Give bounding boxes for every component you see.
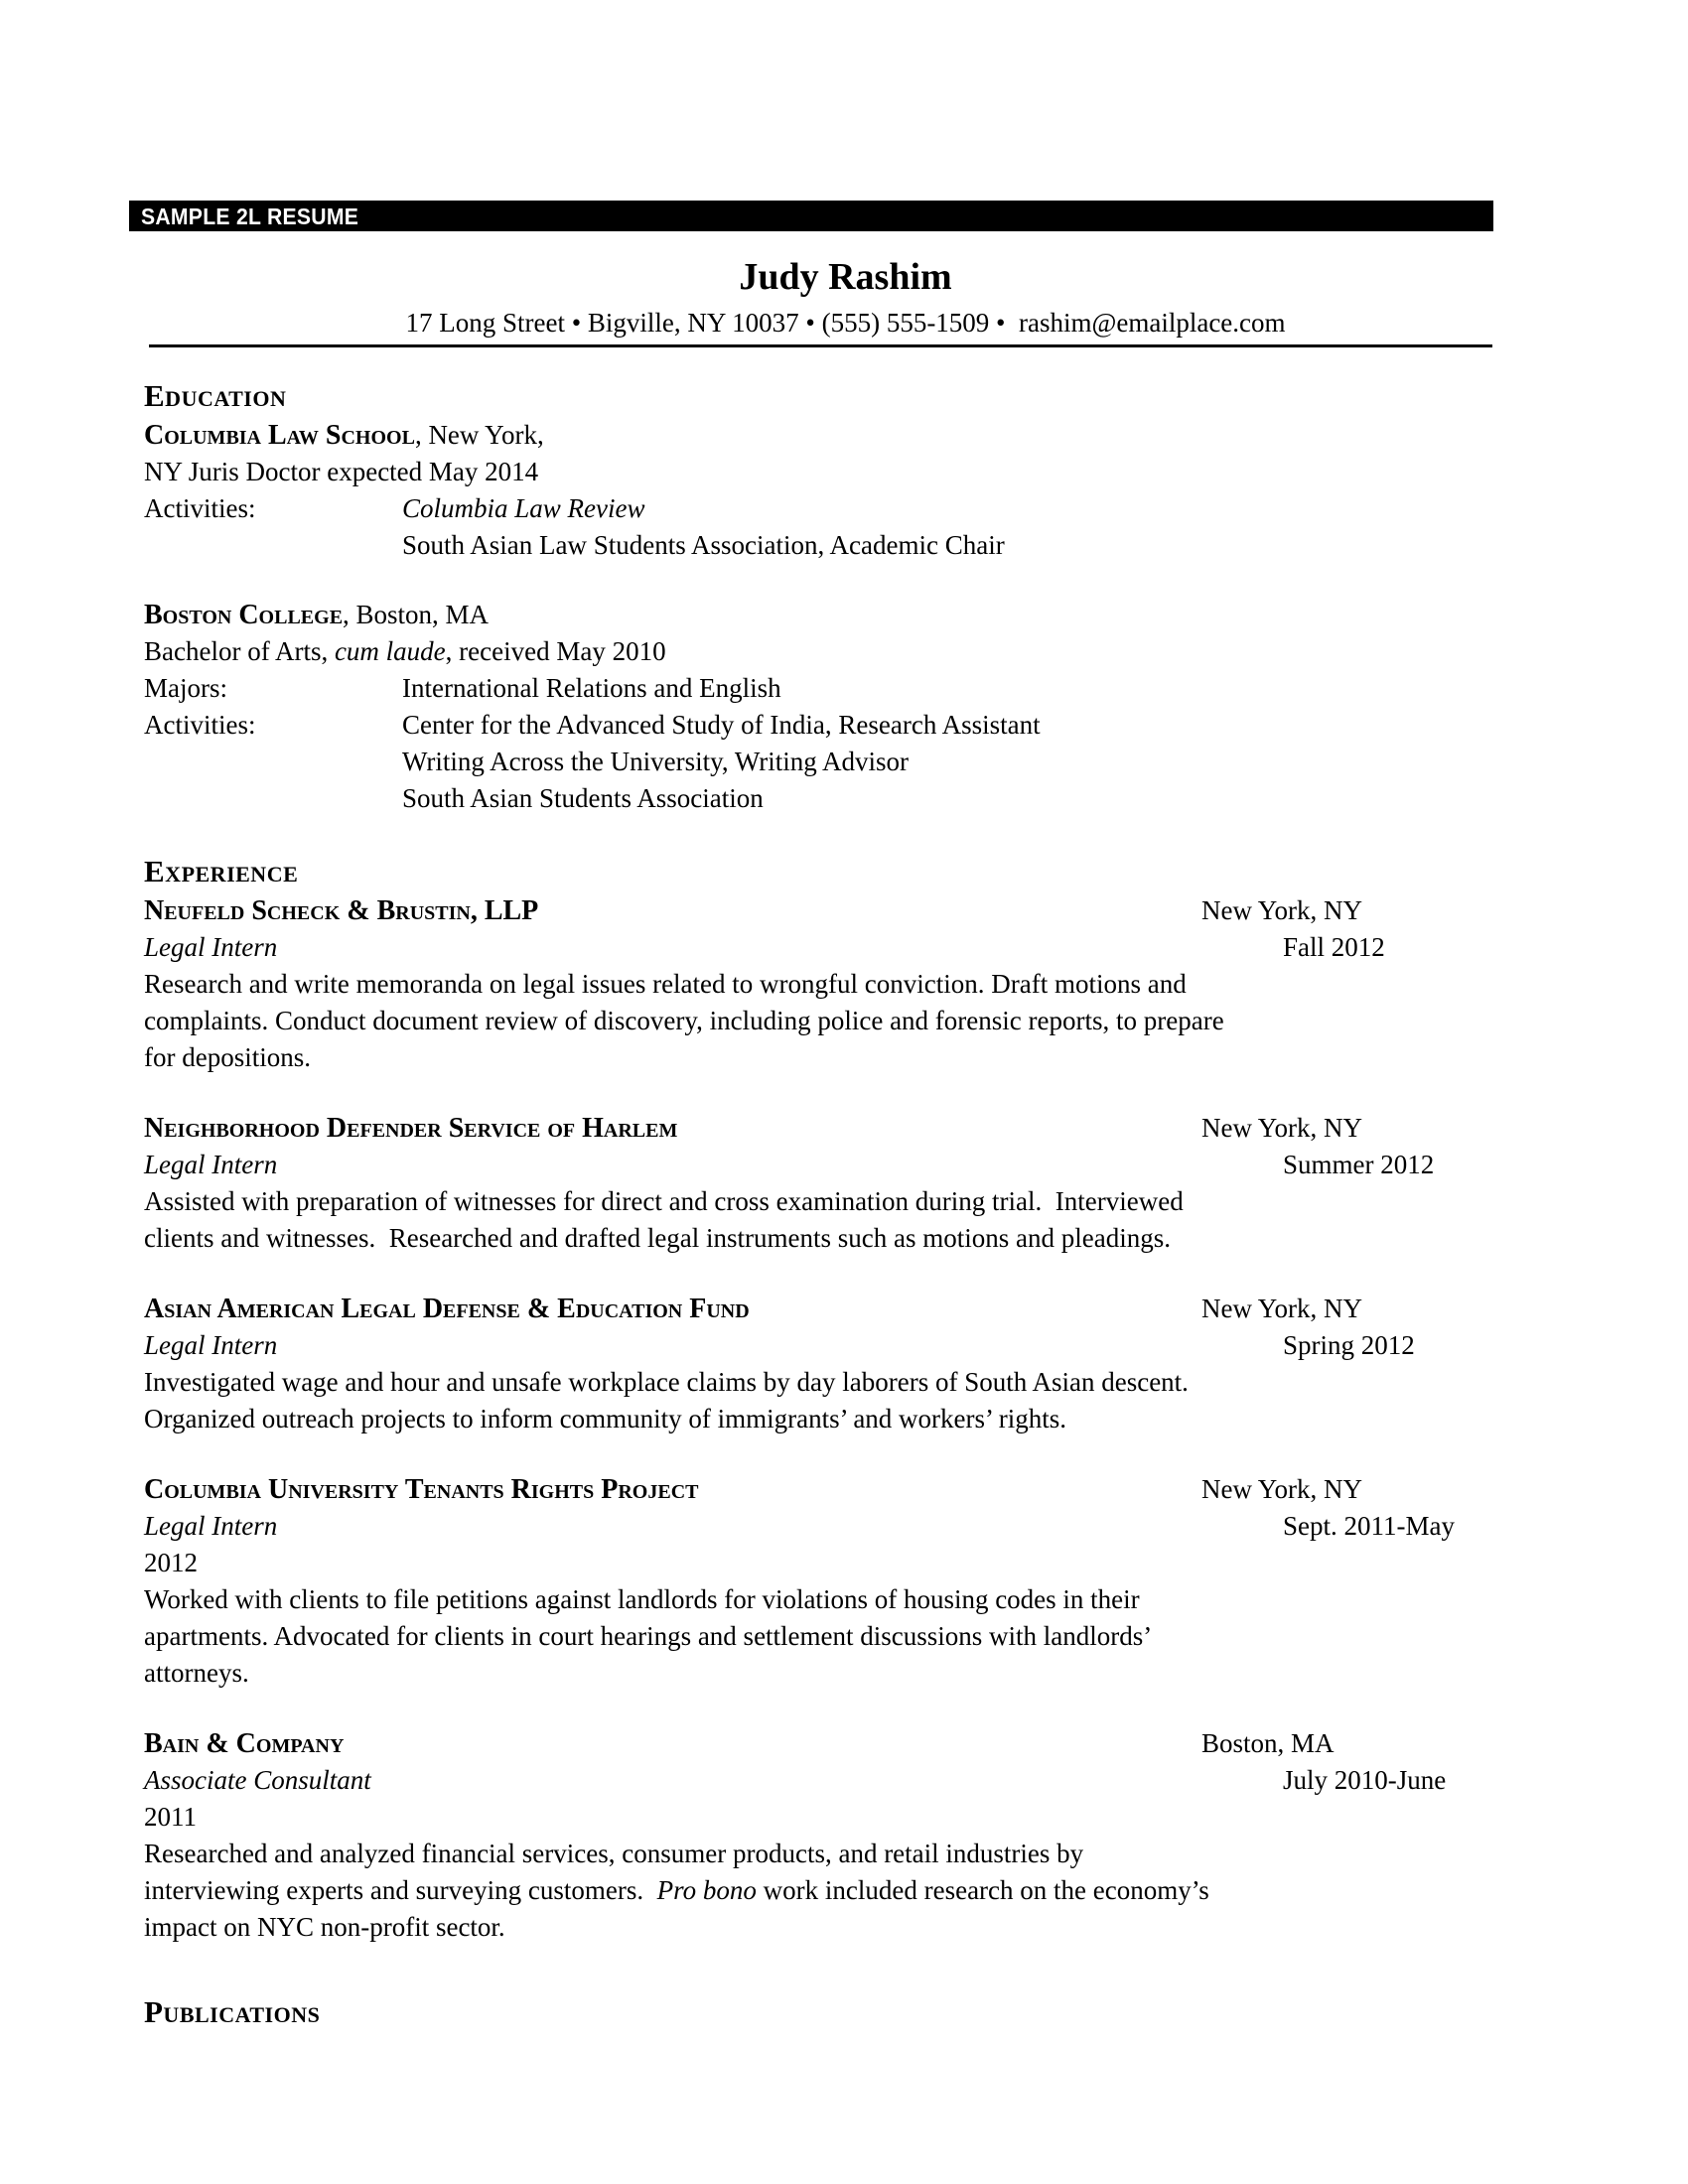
job-title: Associate Consultant [144, 1765, 371, 1795]
detail-value: Writing Across the University, Writing Advisor [402, 747, 910, 776]
experience-entry [144, 1471, 1499, 1692]
title-row [144, 1147, 1499, 1183]
education-detail-row [144, 527, 1499, 564]
company-location: New York, NY [1201, 1113, 1363, 1143]
job-description-text: Pro bono [656, 1875, 757, 1905]
school-line [144, 597, 1499, 633]
degree-text: NY Juris Doctor expected May 2014 [144, 457, 539, 486]
job-description-line [144, 1220, 1499, 1257]
job-description-text: Investigated wage and hour and unsafe workplace claims by day laborers of South Asian descent. [144, 1367, 1189, 1397]
degree-text: , received May 2010 [445, 636, 666, 666]
title-row [144, 929, 1499, 966]
job-description-line [144, 1183, 1499, 1220]
school-location: , Boston, MA [343, 600, 490, 629]
detail-value: International Relations and English [402, 673, 781, 703]
banner-label: SAMPLE 2L RESUME [140, 204, 359, 229]
job-description-line [144, 1581, 1499, 1618]
title-row [144, 1327, 1499, 1364]
section-heading-experience: Experience [144, 854, 299, 888]
job-description-line [144, 1039, 1499, 1076]
detail-label [144, 780, 402, 817]
detail-label: Majors: [144, 673, 227, 703]
job-description-line [144, 966, 1499, 1003]
education-detail-row [144, 490, 1499, 527]
job-date: Sept. 2011-May [1283, 1511, 1455, 1541]
title-row [144, 1508, 1499, 1545]
resume-content [144, 0, 1499, 2033]
job-description-line [144, 1003, 1499, 1039]
resume-header [168, 254, 1523, 340]
job-description-text: Assisted with preparation of witnesses for direct and cross examination during trial. Interviewed [144, 1186, 1184, 1216]
job-description-line [144, 1401, 1499, 1437]
header-divider [149, 344, 1492, 347]
detail-label [144, 527, 402, 564]
detail-value: Columbia Law Review [402, 493, 645, 523]
education-detail-row [144, 744, 1499, 780]
company-name: Asian American Legal Defense & Education Fund [144, 1294, 750, 1324]
education-detail-row [144, 670, 1499, 707]
school-location: , New York, [414, 420, 544, 450]
detail-value: Center for the Advanced Study of India, Research Assistant [402, 710, 1041, 740]
job-description-line [144, 1364, 1499, 1401]
job-description-text: Research and write memoranda on legal issues related to wrongful conviction. Draft motions and [144, 969, 1187, 999]
experience-entry [144, 1291, 1499, 1437]
company-name: Neighborhood Defender Service of Harlem [144, 1113, 678, 1144]
experience-entry [144, 1725, 1499, 1946]
school-name: Boston College [144, 600, 344, 630]
company-location: New York, NY [1201, 895, 1363, 925]
job-description-line [144, 1655, 1499, 1692]
detail-label [144, 744, 402, 780]
section-heading-education: Education [144, 378, 287, 413]
section-heading-publications: Publications [144, 1994, 321, 2029]
company-row [144, 1110, 1499, 1147]
job-title: Legal Intern [144, 1150, 278, 1179]
company-location: New York, NY [1201, 1474, 1363, 1504]
education-entry [144, 417, 1499, 564]
experience-entry [144, 892, 1499, 1076]
experience-section [144, 892, 1499, 1946]
job-date: July 2010-June [1283, 1765, 1447, 1795]
job-description-text: interviewing experts and surveying customers. [144, 1875, 657, 1905]
job-date: Summer 2012 [1283, 1150, 1435, 1179]
job-description-text: impact on NYC non-profit sector. [144, 1912, 505, 1942]
company-row [144, 1291, 1499, 1327]
detail-label: Activities: [144, 493, 256, 523]
candidate-name: Judy Rashim [739, 256, 952, 298]
job-description-text: clients and witnesses. Researched and drafted legal instruments such as motions and pleadings. [144, 1223, 1171, 1253]
job-description-text: complaints. Conduct document review of discovery, including police and forensic reports, to prepare [144, 1006, 1224, 1035]
degree-text: Bachelor of Arts, [144, 636, 335, 666]
education-entry [144, 597, 1499, 817]
detail-label: Activities: [144, 710, 256, 740]
education-detail-row [144, 707, 1499, 744]
company-row [144, 892, 1499, 929]
degree-line [144, 454, 1499, 490]
job-description-text: for depositions. [144, 1042, 311, 1072]
job-description-line [144, 1836, 1499, 1872]
detail-value: South Asian Students Association [402, 783, 764, 813]
company-name: Neufeld Scheck & Brustin, LLP [144, 895, 539, 926]
detail-value: South Asian Law Students Association, Academic Chair [402, 530, 1005, 560]
experience-entry [144, 1110, 1499, 1257]
job-title: Legal Intern [144, 1330, 278, 1360]
school-name: Columbia Law School [144, 420, 415, 451]
job-description-text: work included research on the economy’s [756, 1875, 1209, 1905]
company-location: New York, NY [1201, 1294, 1363, 1323]
company-name: Bain & Company [144, 1728, 345, 1759]
education-detail-row [144, 780, 1499, 817]
job-description-text: apartments. Advocated for clients in court hearings and settlement discussions with landlords’ [144, 1621, 1153, 1651]
job-date: Spring 2012 [1283, 1330, 1415, 1360]
job-description-text: Worked with clients to file petitions against landlords for violations of housing codes in their [144, 1584, 1140, 1614]
job-date: Fall 2012 [1283, 932, 1385, 962]
job-description-line [144, 1872, 1499, 1909]
contact-line: 17 Long Street • Bigville, NY 10037 • (555) 555-1509 • rashim@emailplace.com [405, 308, 1286, 338]
education-section [144, 417, 1499, 817]
company-row [144, 1725, 1499, 1762]
job-description-text: Organized outreach projects to inform community of immigrants’ and workers’ rights. [144, 1404, 1067, 1433]
job-date-overflow: 2012 [144, 1548, 198, 1577]
company-location: Boston, MA [1201, 1728, 1335, 1758]
job-description-text: attorneys. [144, 1658, 249, 1688]
degree-text: cum laude [334, 636, 446, 666]
job-description-line [144, 1618, 1499, 1655]
job-title: Legal Intern [144, 932, 278, 962]
title-row [144, 1762, 1499, 1799]
job-description-line [144, 1909, 1499, 1946]
job-description-text: Researched and analyzed financial services, consumer products, and retail industries by [144, 1839, 1084, 1868]
degree-line [144, 633, 1499, 670]
company-name: Columbia University Tenants Rights Project [144, 1474, 699, 1505]
job-date-overflow: 2011 [144, 1802, 197, 1832]
school-line [144, 417, 1499, 454]
company-row [144, 1471, 1499, 1508]
job-title: Legal Intern [144, 1511, 278, 1541]
